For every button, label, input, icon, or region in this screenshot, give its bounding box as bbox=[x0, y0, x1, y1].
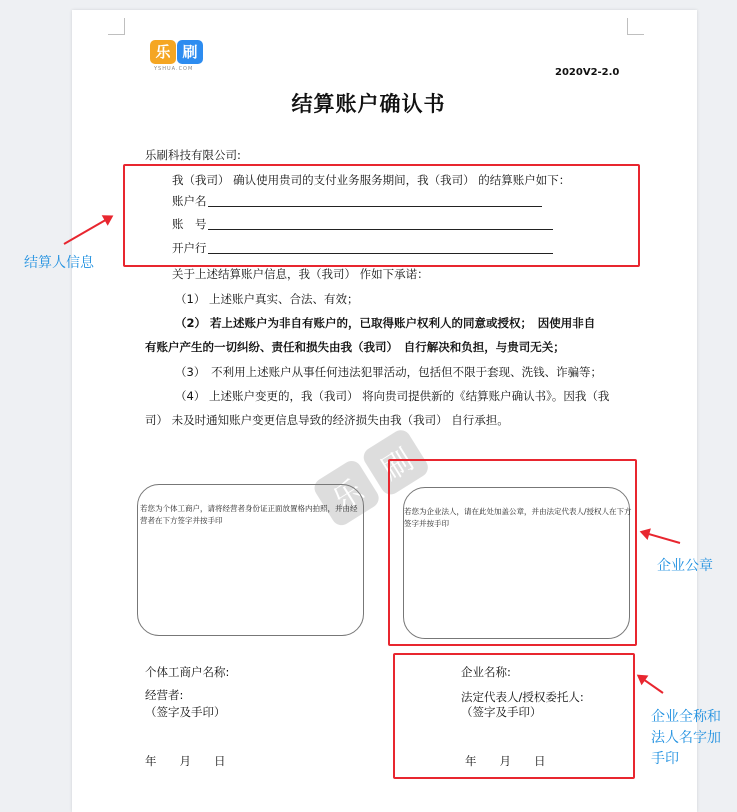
annotation-settlement-info: 结算人信息 bbox=[24, 255, 94, 271]
commitment-item-3: （3） 不利用上述账户从事任何违法犯罪活动，包括但不限于套现、洗钱、诈骗等； bbox=[175, 365, 603, 379]
company-name-highlight bbox=[393, 653, 635, 779]
left-date: 年 月 日 bbox=[145, 754, 226, 768]
logo-subtext: YSHUA.COM bbox=[154, 66, 194, 72]
legal-rep-sign-note: （签字及手印） bbox=[461, 705, 542, 719]
annotation-company-name: 企业全称和 法人名字加 手印 bbox=[651, 709, 721, 767]
commitment-item-2-cont: 有账户产生的一切纠纷、责任和损失由我（我司） 自行解决和负担，与贵司无关； bbox=[145, 340, 565, 354]
company-logo bbox=[150, 40, 206, 70]
bank-label: 开户行 bbox=[172, 241, 207, 255]
operator-sign-note: （签字及手印） bbox=[145, 705, 226, 719]
id-photo-instruction: 若您为个体工商户，请将经营者身份证正面放置格内拍照，并由经营者在下方签字并按手印 bbox=[140, 504, 358, 525]
company-name-label: 企业名称: bbox=[461, 665, 511, 679]
legal-rep-label: 法定代表人/授权委托人: bbox=[461, 690, 584, 704]
commitment-item-4: （4） 上述账户变更的，我（我司） 将向贵司提供新的《结算账户确认书》。因我（我 bbox=[175, 389, 610, 403]
logo-mark: 乐 bbox=[150, 40, 176, 64]
account-no-label: 账 号 bbox=[172, 217, 207, 231]
watermark-char: 刷 bbox=[375, 442, 420, 489]
merchant-name-label: 个体工商户名称: bbox=[145, 665, 230, 679]
operator-label: 经营者: bbox=[145, 688, 184, 702]
commitment-item-4-cont: 司） 未及时通知账户变更信息导致的经济损失由我（我司） 自行承担。 bbox=[145, 413, 509, 427]
annotation-company-seal: 企业公章 bbox=[657, 558, 713, 574]
settlement-info-highlight bbox=[123, 164, 640, 267]
addressee: 乐刷科技有限公司: bbox=[145, 148, 241, 162]
version-label: 2020V2-2.0 bbox=[555, 67, 620, 78]
document-title: 结算账户确认书 bbox=[291, 92, 446, 116]
commitment-item-1: （1） 上述账户真实、合法、有效； bbox=[175, 292, 359, 306]
page-corner-mark bbox=[627, 18, 644, 35]
company-seal-highlight bbox=[388, 459, 637, 646]
intro-text: 我（我司） 确认使用贵司的支付业务服务期间，我（我司） 的结算账户如下： bbox=[172, 173, 571, 187]
company-seal-instruction: 若您为企业法人，请在此处加盖公章，并由法定代表人/授权人在下方签字并按手印 bbox=[404, 507, 632, 528]
commitment-item-2: （2） 若上述账户为非自有账户的，已取得账户权利人的同意或授权； 因使用非自 bbox=[175, 316, 596, 330]
commitment-intro: 关于上述结算账户信息，我（我司） 作如下承诺： bbox=[172, 267, 429, 281]
logo-mark: 刷 bbox=[177, 40, 203, 64]
account-name-label: 账户名 bbox=[172, 194, 207, 208]
page-corner-mark bbox=[108, 18, 125, 35]
right-date: 年 月 日 bbox=[465, 754, 546, 768]
watermark-char: 乐 bbox=[326, 473, 371, 519]
